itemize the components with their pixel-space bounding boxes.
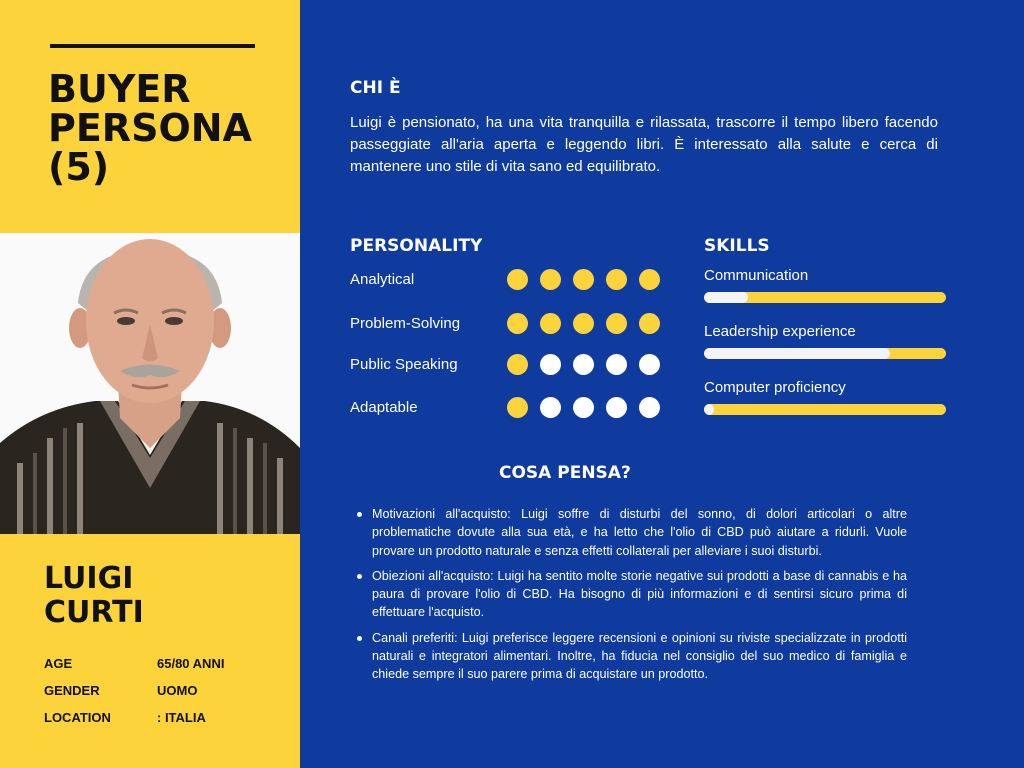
rating-dot-empty: [540, 354, 561, 375]
trait-public-speaking: [350, 354, 710, 378]
fact-label: AGE: [44, 656, 73, 671]
rating-dot-filled: [540, 313, 561, 334]
fact-label: LOCATION: [44, 710, 111, 725]
title-line: BUYER: [48, 67, 191, 111]
trait-label: Problem-Solving: [350, 315, 461, 332]
rating-dot-filled: [507, 269, 528, 290]
persona-name: [44, 562, 144, 630]
rating-dot-empty: [639, 354, 660, 375]
rating-dot-filled: [606, 269, 627, 290]
name-line: LUIGI: [44, 561, 134, 596]
rating-dot-empty: [573, 354, 594, 375]
rating-dot-filled: [540, 269, 561, 290]
right-panel: [300, 0, 1024, 768]
title-line: (5): [48, 145, 110, 189]
skills-heading: SKILLS: [704, 236, 770, 256]
trait-problem-solving: [350, 313, 710, 337]
list-item: Canali preferiti: Luigi preferisce leggere recensioni e opinioni su riviste specializzate in prodotti naturali e integratori alimentari. Inoltre, ha fiducia nel consiglio del suo medico di famiglia e chiede sempre il suo parere prima di acquistare un prodotto.: [354, 629, 907, 684]
persona-photo: [0, 233, 300, 534]
rating-dot-empty: [606, 354, 627, 375]
rating-dot-filled: [573, 313, 594, 334]
chi-e-text: Luigi è pensionato, ha una vita tranquilla e rilassata, trascorre il tempo libero facendo passeggiate all'aria aperta e leggendo libri. È interessato alla salute e cerca di mantenere uno stile di vita sano ed equilibrato.: [350, 114, 938, 175]
rating-dot-filled: [606, 313, 627, 334]
fact-location: [44, 706, 294, 733]
skill-bar: [704, 292, 946, 303]
list-item: Motivazioni all'acquisto: Luigi soffre di disturbi del sonno, di dolori articolari o altre problematiche dovute alla sua età, e ha letto che l'olio di CBD può aiutare a ridurli. Vuole provare un prodotto naturale e senza effetti collaterali per alleviare i suoi disturbi.: [354, 505, 907, 560]
skill-label: Communication: [704, 267, 809, 284]
rating-dot-filled: [507, 354, 528, 375]
skill-bar: [704, 404, 946, 415]
trait-rating: [507, 313, 672, 334]
skill-bar-fill: [704, 348, 890, 359]
trait-label: Analytical: [350, 271, 415, 288]
trait-label: Adaptable: [350, 399, 418, 416]
trait-rating: [507, 354, 672, 375]
skill-leadership: [704, 323, 948, 373]
left-panel: [0, 0, 300, 768]
rating-dot-filled: [507, 397, 528, 418]
fact-value: : ITALIA: [157, 710, 206, 725]
rating-dot-empty: [606, 397, 627, 418]
rating-dot-empty: [540, 397, 561, 418]
fact-value: UOMO: [157, 683, 198, 698]
trait-rating: [507, 269, 672, 290]
rating-dot-filled: [573, 269, 594, 290]
skill-bar-fill: [704, 404, 714, 415]
persona-facts: [44, 652, 294, 733]
trait-adaptable: [350, 397, 710, 421]
skill-bar: [704, 348, 946, 359]
cosa-pensa-list: [354, 505, 907, 691]
chi-e-heading: CHI È: [350, 78, 401, 98]
skill-bar-fill: [704, 292, 748, 303]
list-item: Obiezioni all'acquisto: Luigi ha sentito molte storie negative sui prodotti a base di cannabis e ha paura di provare l'olio di CBD. Ha bisogno di più informazioni e di sentirsi sicuro prima di effettuare l'acquisto.: [354, 567, 907, 622]
fact-gender: [44, 679, 294, 706]
title-rule: [50, 44, 255, 48]
persona-portrait-image: [0, 233, 300, 534]
trait-analytical: [350, 269, 710, 293]
rating-dot-filled: [507, 313, 528, 334]
skill-computer: [704, 379, 948, 429]
fact-label: GENDER: [44, 683, 100, 698]
trait-rating: [507, 397, 672, 418]
cosa-pensa-heading: COSA PENSA?: [499, 463, 631, 483]
skill-label: Leadership experience: [704, 323, 856, 340]
page-title: [48, 67, 288, 189]
fact-age: [44, 652, 294, 679]
skill-label: Computer proficiency: [704, 379, 846, 396]
personality-heading: PERSONALITY: [350, 236, 483, 256]
rating-dot-empty: [573, 397, 594, 418]
name-line: CURTI: [44, 595, 144, 630]
skill-communication: [704, 267, 948, 317]
rating-dot-empty: [639, 397, 660, 418]
trait-label: Public Speaking: [350, 356, 458, 373]
title-line: PERSONA: [48, 106, 252, 150]
fact-value: 65/80 ANNI: [157, 656, 225, 671]
rating-dot-filled: [639, 269, 660, 290]
rating-dot-filled: [639, 313, 660, 334]
